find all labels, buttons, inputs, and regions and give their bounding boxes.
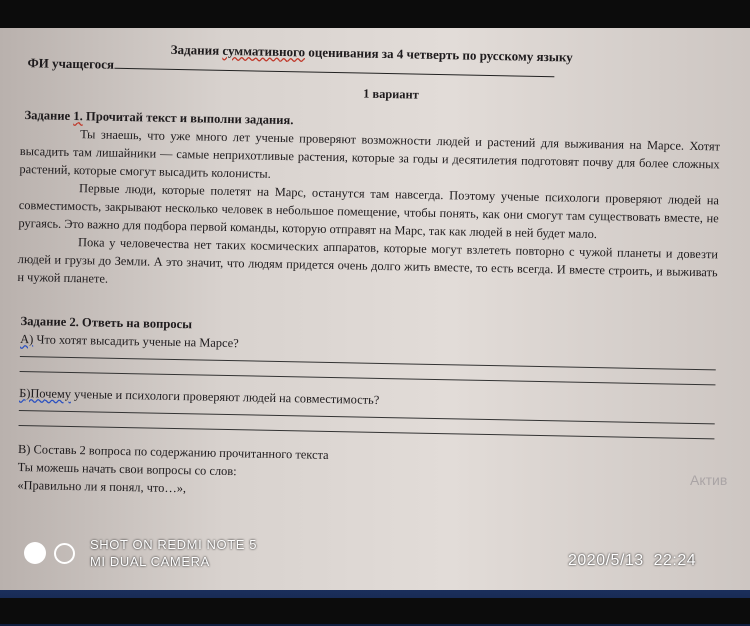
camera-watermark-line1: SHOT ON REDMI NOTE 5 [90,537,258,552]
windows-activation-watermark: Актив [690,472,728,488]
worksheet-title: Задания суммативного оценивания за 4 четверть по русскому языку [170,41,573,65]
worksheet-page [13,38,722,507]
student-name-label: ФИ учащегося [27,55,115,72]
filled-circle-icon [24,542,46,564]
question-a: А) Что хотят высадить ученые на Марсе? [20,332,239,351]
task1-heading: Задание 1. Прочитай текст и выполни задания. [24,108,294,128]
photographed-screen [0,28,750,598]
variant-label: 1 вариант [363,86,419,102]
camera-watermark-line2: MI DUAL CAMERA [90,554,210,569]
question-c-example: «Правильно ли я понял, что…», [17,477,187,496]
question-c: В) Составь 2 вопроса по содержанию прочитанного текста [17,442,329,462]
photo-datetime-stamp: 2020/5/13 22:24 [568,552,697,569]
title-underlined-word: суммативного [222,42,306,60]
outline-circle-icon [54,543,75,564]
task2-heading: Задание 2. Ответь на вопросы [20,314,193,332]
task1-paragraph-3: Пока у человечества нет таких космических аппаратов, которые могут взлететь повторно с чужой планеты и довезти людей и грузы до Земли. А это значит, что людям придется очень долго жить вместе, то есть всегда. И вместе строить, и выживать н чужой планете. [17,235,719,286]
task1-paragraph-1: Ты знаешь, что уже много лет ученые проверяют возможности людей и растений для выживания на Марсе. Хотят высадить там лишайники — самые неприхотливые растения, которые за годы и десятилетия подготовят почву для более сложных растений, которые смогут высадить колонисты. [19,127,721,181]
question-c-hint: Ты можешь начать свои вопросы со слов: [17,459,237,479]
question-b: Б)Почему ученые и психологи проверяют людей на совместимость? [19,386,380,407]
bottom-black-band [0,598,750,624]
camera-watermark [90,536,257,570]
task1-paragraph-2: Первые люди, которые полетят на Марс, останутся там навсегда. Поэтому ученые психологи проверяют людей на совместимость, закрывают несколько человек в небольшое помещение, чтобы понять, как они смогут там существовать вместе, не ругаясь. Это важно для подбора первой команды, которую отправят на Марс, так как людей в ней будет мало. [18,181,720,242]
